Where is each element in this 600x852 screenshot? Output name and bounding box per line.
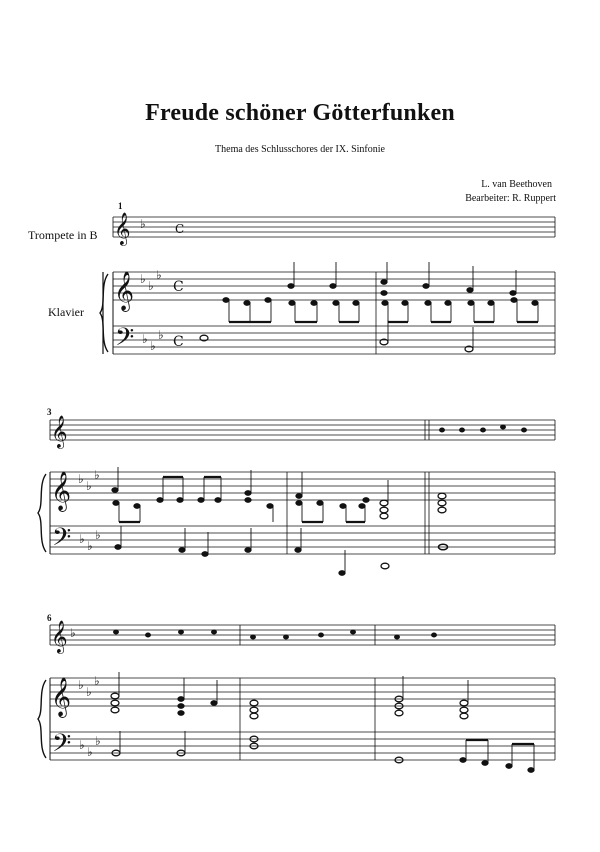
svg-text:♭: ♭ xyxy=(78,472,84,486)
piano-treble-staff xyxy=(50,678,555,706)
svg-text:♭: ♭ xyxy=(86,685,92,699)
svg-text:♭: ♭ xyxy=(142,332,148,346)
svg-text:♭: ♭ xyxy=(158,328,164,342)
treble-clef-icon: 𝄞 xyxy=(51,471,72,511)
svg-text:♭: ♭ xyxy=(87,539,93,553)
common-time-icon: C xyxy=(173,279,184,295)
trumpet-staff xyxy=(50,420,555,440)
trumpet-staff xyxy=(50,625,555,645)
common-time-icon: C xyxy=(175,222,185,236)
treble-clef-icon: 𝄞 xyxy=(51,677,72,717)
treble-clef-icon: 𝄞 xyxy=(51,415,68,448)
svg-text:♭: ♭ xyxy=(78,678,84,692)
measure-number-6: 6 xyxy=(47,613,52,623)
svg-text:♭: ♭ xyxy=(79,532,85,546)
svg-text:♭: ♭ xyxy=(95,528,101,542)
measure-number-3: 3 xyxy=(47,407,52,417)
system-1 xyxy=(100,217,555,354)
piano-bass-staff xyxy=(50,526,555,554)
composer-credit: L. van Beethoven xyxy=(481,179,552,190)
svg-text:♭: ♭ xyxy=(94,674,100,688)
piano-bass-staff xyxy=(50,732,555,760)
piano-label: Klavier xyxy=(48,305,84,319)
svg-text:♭: ♭ xyxy=(94,468,100,482)
svg-text:♭: ♭ xyxy=(95,734,101,748)
common-time-icon: C xyxy=(173,334,184,350)
treble-clef-icon: 𝄞 xyxy=(114,271,135,311)
brace xyxy=(100,274,108,352)
svg-text:♭: ♭ xyxy=(70,626,76,640)
treble-clef-icon: 𝄞 xyxy=(114,212,131,245)
svg-text:♭: ♭ xyxy=(87,745,93,759)
treble-clef-icon: 𝄞 xyxy=(51,620,68,653)
svg-text:♭: ♭ xyxy=(148,279,154,293)
trumpet-label: Trompete in B xyxy=(28,228,98,242)
flat-icon: ♭ xyxy=(140,217,146,231)
system-2 xyxy=(38,420,555,554)
svg-text:♭: ♭ xyxy=(156,268,162,282)
page-title: Freude schöner Götterfunken xyxy=(145,100,455,126)
svg-text:♭: ♭ xyxy=(150,339,156,353)
bass-clef-icon: 𝄢 xyxy=(52,729,72,764)
bass-clef-icon: 𝄢 xyxy=(52,523,72,558)
bass-clef-icon: 𝄢 xyxy=(115,323,135,358)
arranger-credit: Bearbeiter: R. Ruppert xyxy=(465,193,556,204)
measure-number-1: 1 xyxy=(118,201,123,211)
svg-text:♭: ♭ xyxy=(140,272,146,286)
page-subtitle: Thema des Schlusschores der IX. Sinfonie xyxy=(215,144,385,155)
svg-text:♭: ♭ xyxy=(86,479,92,493)
svg-text:♭: ♭ xyxy=(79,738,85,752)
